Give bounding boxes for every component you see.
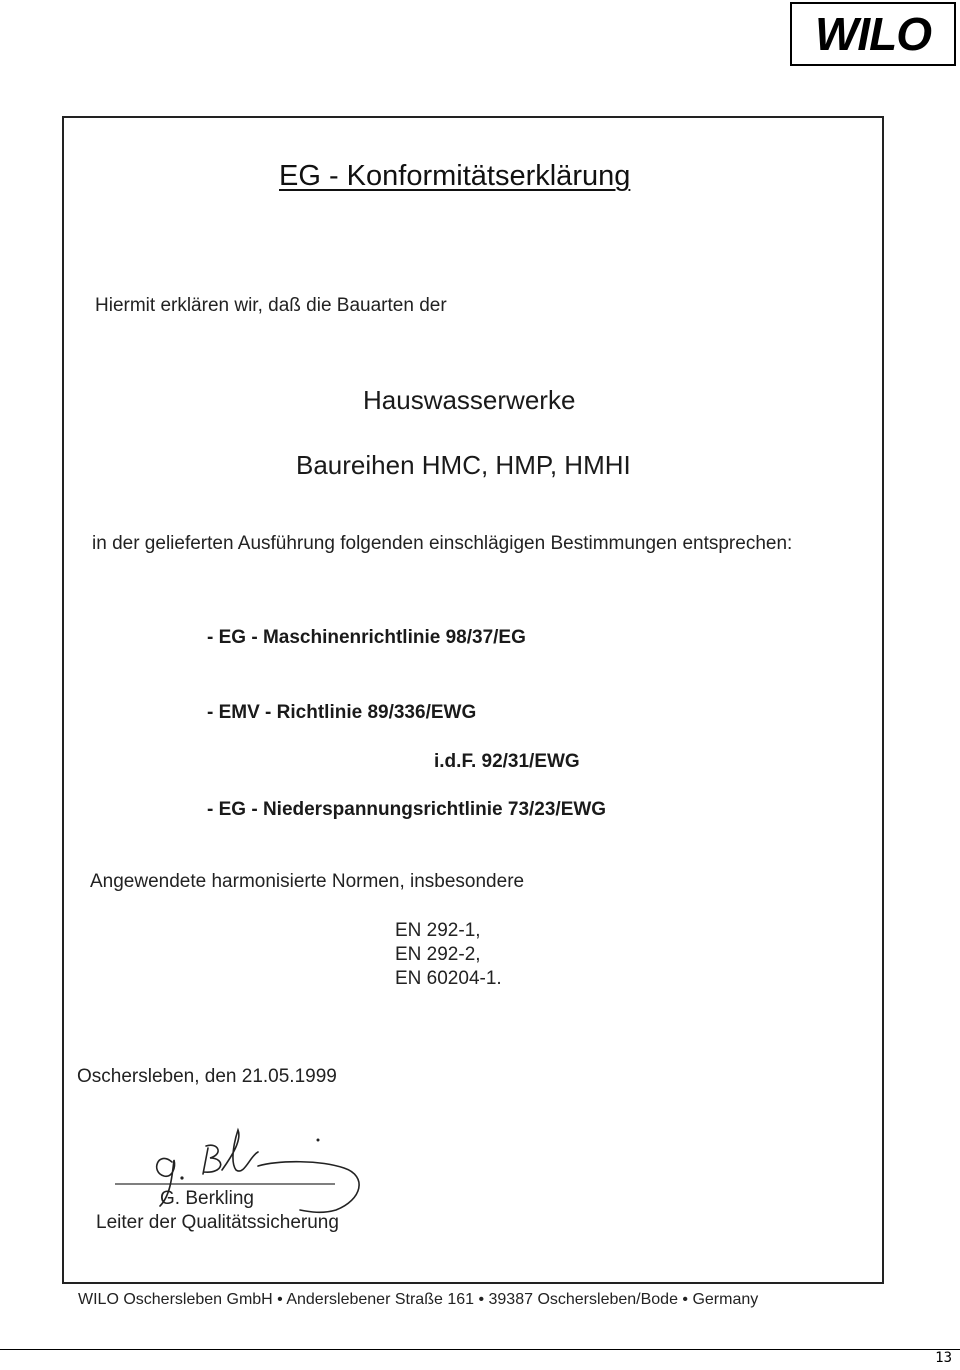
directive-emv-amendment: i.d.F. 92/31/EWG	[434, 751, 580, 772]
norms-list	[395, 919, 502, 991]
signer-role: Leiter der Qualitätssicherung	[96, 1212, 339, 1233]
norm-item: EN 60204-1.	[395, 968, 502, 989]
signer-name: G. Berkling	[160, 1188, 254, 1209]
place-date: Oschersleben, den 21.05.1999	[77, 1066, 337, 1087]
company-footer: WILO Oschersleben GmbH • Anderslebener Straße 161 • 39387 Oschersleben/Bode • Germany	[78, 1291, 759, 1308]
norm-item: EN 292-1,	[395, 920, 481, 941]
directive-low-voltage: - EG - Niederspannungsrichtlinie 73/23/EWG	[207, 799, 607, 820]
norms-intro: Angewendete harmonisierte Normen, insbesondere	[90, 871, 525, 892]
logo-text: WILO	[814, 8, 932, 60]
intro-text: Hiermit erklären wir, daß die Bauarten der	[95, 295, 447, 316]
norm-item: EN 292-2,	[395, 944, 481, 965]
directive-emv: - EMV - Richtlinie 89/336/EWG	[207, 702, 477, 723]
document-title: EG - Konformitätserklärung	[279, 160, 631, 192]
directive-machinery: - EG - Maschinenrichtlinie 98/37/EG	[207, 627, 526, 648]
product-name: Hauswasserwerke	[363, 385, 576, 415]
product-series: Baureihen HMC, HMP, HMHI	[296, 450, 631, 480]
declaration-frame	[62, 116, 884, 1284]
page-divider	[0, 1349, 960, 1350]
page-number: 13	[935, 1350, 952, 1366]
compliance-statement: in der gelieferten Ausführung folgenden einschlägigen Bestimmungen entsprechen:	[92, 533, 793, 554]
company-logo	[790, 2, 956, 66]
